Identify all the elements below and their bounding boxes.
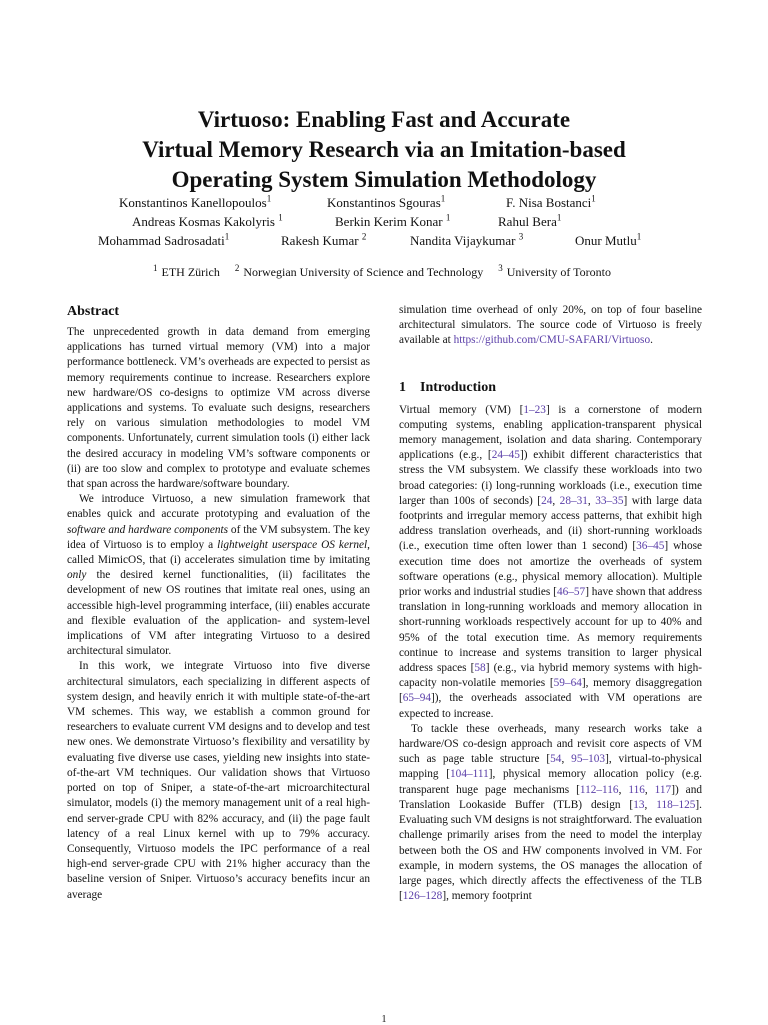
citation-link[interactable]: 54 <box>550 753 562 766</box>
text-run: , <box>644 783 655 796</box>
author: Rahul Bera$^1$ <box>498 212 562 229</box>
text-run: ], physical memory allocation policy (e.g. transparent huge page mechanisms [ <box>399 768 702 796</box>
text-run: ]. Evaluating such VM designs is not straightforward. The evaluation challenge primarily arises from the need to model the interplay between both the OS and HW components involved in VM. For example, in modern systems, the OS manages the allocation of large pages, which directly affects the effectiveness of the TLB [ <box>399 798 702 903</box>
citation-link[interactable]: 118–125 <box>656 798 696 811</box>
author-row-2 <box>40 212 728 232</box>
citation-link[interactable]: 24 <box>541 494 553 507</box>
text-run: , <box>644 798 657 811</box>
source-code-link[interactable]: https://github.com/CMU-SAFARI/Virtuoso <box>453 334 651 347</box>
text-run: ] is a cornerstone of modern computing systems, enabling application-transparent physical memory management, isolation and data sharing. Contemporary applications (e.g., [ <box>399 403 702 462</box>
abstract-paragraph-3: In this work, we integrate Virtuoso into five diverse architectural simulators, each specializing in different aspects of system design, and heavily enrich it with multiple state-of-the-art VM schemes. This way, we establish a common ground for researchers to evaluate current VM designs and to develop and test new ones. We demonstrate Virtuoso’s flexibility and versatility by evaluating five diverse use cases, yielding new insights into state-of-the-art VM techniques. Our validation shows that Virtuoso ported on top of Sniper, a state-of-the-art microarchitectural simulator, models (i) the memory management unit of a real high-end server-grade CPU with 82% accuracy, and (ii) the page fault latency of a real Linux kernel with up to 79% accuracy. Consequently, Virtuoso models the IPC performance of a real high-end server-grade CPU with 21% higher accuracy than the baseline version of Sniper. Virtuoso’s accuracy benefits incur an average <box>67 660 370 901</box>
abstract-paragraph-1: The unprecedented growth in data demand from emerging applications has turned virtual memory (VM) into a major performance bottleneck. VM’s overheads are expected to persist as memory requirements continue to increase. Researchers explore new hardware/OS co-designs to optimize VM across diverse applications and systems. To evaluate such designs, researchers rely on various simulation methodologies to model VM components. Unfortunately, current simulation tools (i) either lack the desired accuracy in modeling VM’s software components or (ii) are too slow and complex to prototype and evaluate schemes that span across the hardware/software boundary. <box>67 326 370 491</box>
author: F. Nisa Bostanci$^1$ <box>506 193 596 210</box>
citation-link[interactable]: 59–64 <box>553 677 582 690</box>
text-run: ]), the overheads associated with VM operations are expected to increase. <box>399 692 702 720</box>
author-row-3 <box>40 231 728 251</box>
introduction-paragraph-1 <box>399 403 702 722</box>
author-row-1 <box>40 193 728 213</box>
affiliation: $^2$ Norwegian University of Science and Technology <box>234 263 484 279</box>
citation-link[interactable]: 104–111 <box>450 768 489 781</box>
text-run: , <box>552 494 560 507</box>
citation-link[interactable]: 46–57 <box>556 586 586 599</box>
text-run: ]) exhibit different characteristics that stress the VM subsystem. We classify these workloads into two broad categories: (i) long-running workloads (i.e., execution time larger than 100s of seconds) [ <box>399 449 702 507</box>
citation-link[interactable]: 1–23 <box>523 403 546 416</box>
author: Konstantinos Sgouras$^1$ <box>327 193 446 210</box>
text-run: Virtual memory (VM) [ <box>399 403 524 416</box>
citation-link[interactable]: 65–94 <box>402 692 432 705</box>
text-run: , <box>587 494 596 507</box>
section-title: Introduction <box>420 379 496 395</box>
citation-link[interactable]: 58 <box>474 662 486 675</box>
right-column <box>399 303 702 904</box>
text-run: ] have shown that address translation in long-running workloads and memory allocation in short-running workloads respectively account for up to 40% and 95% of the total execution time. As memory requirements continue to increase and systems transition to larger physical address spaces [ <box>399 586 702 675</box>
citation-link[interactable]: 36–45 <box>636 540 665 553</box>
affiliations <box>40 265 728 280</box>
section-number: 1 <box>399 379 406 395</box>
left-column <box>67 303 370 903</box>
citation-link[interactable]: 24–45 <box>491 449 520 462</box>
abstract-paragraph-2: We introduce Virtuoso, a new simulation framework that enables quick and accurate prototyping and evaluation of the software and hardware components of the VM subsystem. The key idea of Virtuoso is to employ a lightweight userspace OS kernel, called MimicOS, that (i) accelerates simulation time by imitating only the desired kernel functionalities, (ii) facilitates the development of new OS routines that imitate real ones, using an accessible high-level programming interface, (iii) enables accurate and flexible evaluation of the application- and system-level implications of VM after integrating Virtuoso to a desired architectural simulator. <box>67 493 370 658</box>
citation-link[interactable]: 126–128 <box>402 890 443 903</box>
text-run: , <box>618 783 629 796</box>
abstract-continuation: simulation time overhead of only 20%, on top of four baseline architectural simulators. The source code of Virtuoso is freely available at https://github.com/CMU-SAFARI/Virtuoso. <box>399 304 702 347</box>
introduction-heading <box>399 379 702 397</box>
text-run: ], memory disaggregation [ <box>399 677 703 705</box>
text-run: , <box>561 753 572 766</box>
text-run: ] (e.g., via hybrid memory systems with high-capacity non-volatile memories [ <box>399 662 702 690</box>
author: Rakesh Kumar $^2$ <box>281 231 367 248</box>
paper-title-line-2: Virtual Memory Research via an Imitation-based <box>142 137 626 163</box>
citation-link[interactable]: 116 <box>628 783 645 796</box>
author: Andreas Kosmas Kakolyris $^1$ <box>132 212 283 229</box>
citation-link[interactable]: 33–35 <box>595 494 624 507</box>
paper-title-line-3: Operating System Simulation Methodology <box>171 167 597 193</box>
citation-link[interactable]: 13 <box>633 798 645 811</box>
author: Nandita Vijaykumar $^3$ <box>410 231 524 248</box>
citation-link[interactable]: 117 <box>654 783 672 796</box>
text-run: To tackle these overheads, many research works take a hardware/OS co-design approach and revisit core aspects of VM such as page table structure [ <box>399 722 702 766</box>
text-run: ]) and Translation Lookaside Buffer (TLB) design [ <box>399 783 702 811</box>
citation-link[interactable]: 95–103 <box>571 753 606 766</box>
citation-link[interactable]: 28–31 <box>559 494 588 507</box>
author: Onur Mutlu$^1$ <box>575 231 642 248</box>
author: Berkin Kerim Konar $^1$ <box>335 212 451 229</box>
abstract-heading: Abstract <box>67 304 120 319</box>
text-run: ], memory footprint <box>442 890 532 903</box>
page-number: 1 <box>381 1014 387 1025</box>
citation-link[interactable]: 112–116 <box>579 783 619 796</box>
text-run: ], virtual-to-physical mapping [ <box>399 753 702 781</box>
text-run: ] whose execution time does not amortize the overheads of system software operations (e.g., physical memory allocation). Multiple prior works and industrial studies [ <box>399 540 702 599</box>
affiliation: $^1$ ETH Zürich <box>153 263 220 279</box>
author: Konstantinos Kanellopoulos$^1$ <box>119 193 272 210</box>
text-run: ] with large data footprints and irregular memory access patterns, that exhibit high address translation overheads, and (ii) short-running workloads (i.e., execution time often lower than 1 second) [ <box>399 494 702 553</box>
affiliation: $^3$ University of Toronto <box>498 263 611 279</box>
paper-title-line-1: Virtuoso: Enabling Fast and Accurate <box>197 107 571 133</box>
introduction-paragraph-2 <box>399 722 702 904</box>
author: Mohammad Sadrosadati$^1$ <box>98 231 230 248</box>
